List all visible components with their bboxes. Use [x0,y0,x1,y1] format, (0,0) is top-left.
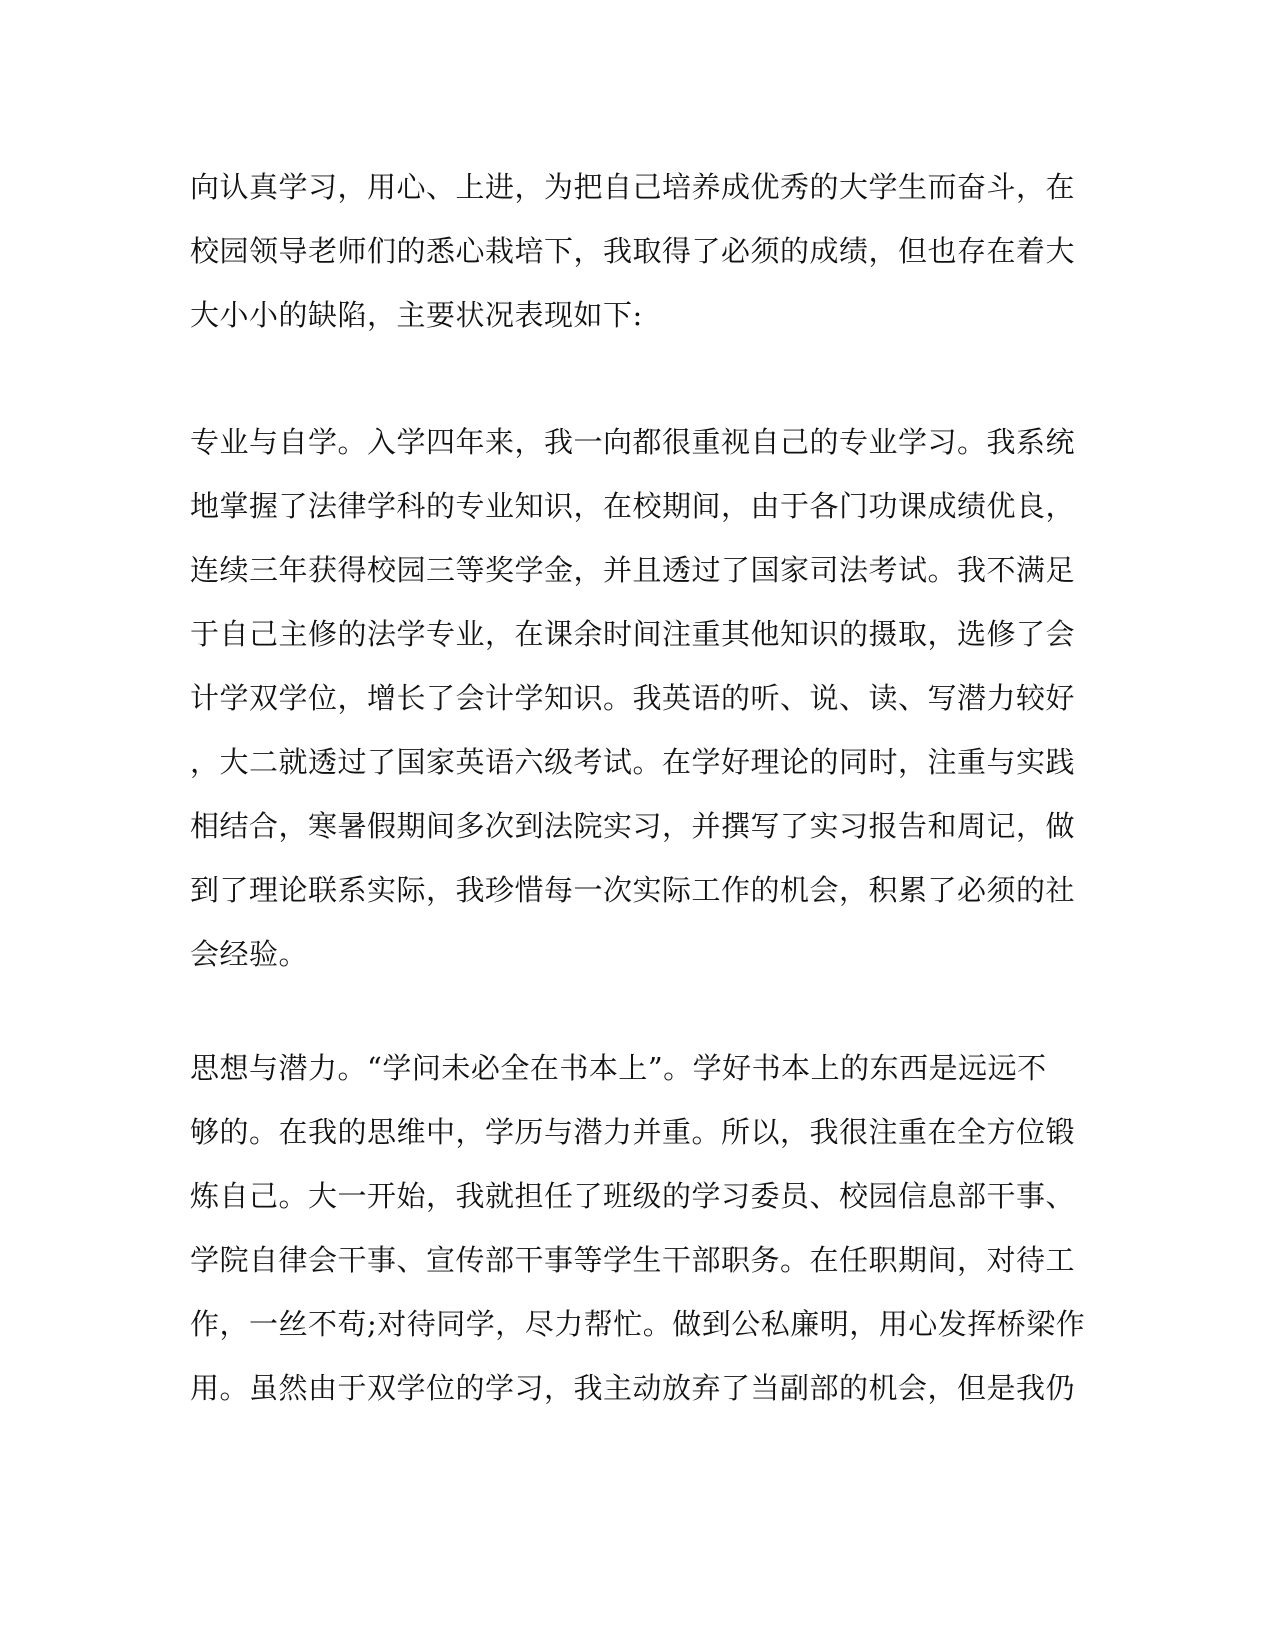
text-line: 向认真学习，用心、上进，为把自己培养成优秀的大学生而奋斗，在 [190,170,1076,204]
text-line: 思想与潜力。“学问未必全在书本上”。学好书本上的东西是远远不 [190,1051,1047,1085]
text-line: 相结合，寒暑假期间多次到法院实习，并撰写了实习报告和周记，做 [190,809,1076,843]
paragraph-major-study [190,410,1075,986]
text-line: 会经验。 [190,937,309,971]
text-line: 作，一丝不苟;对待同学，尽力帮忙。做到公私廉明，用心发挥桥梁作 [190,1307,1086,1341]
text-line: 计学双学位，增长了会计学知识。我英语的听、说、读、写潜力较好 [190,681,1076,715]
text-line: 校园领导老师们的悉心栽培下，我取得了必须的成绩，但也存在着大 [190,234,1076,268]
text-line: 连续三年获得校园三等奖学金，并且透过了国家司法考试。我不满足 [190,553,1076,587]
text-line: ，大二就透过了国家英语六级考试。在学好理论的同时，注重与实践 [190,745,1076,779]
paragraph-thought-ability [190,1036,1085,1420]
text-line: 专业与自学。入学四年来，我一向都很重视自己的专业学习。我系统 [190,425,1076,459]
text-line: 大小小的缺陷，主要状况表现如下: [190,298,643,332]
text-line: 炼自己。大一开始，我就担任了班级的学习委员、校园信息部干事、 [190,1179,1076,1213]
text-line: 够的。在我的思维中，学历与潜力并重。所以，我很注重在全方位锻 [190,1115,1076,1149]
text-line: 用。虽然由于双学位的学习，我主动放弃了当副部的机会，但是我仍 [190,1371,1076,1405]
text-line: 学院自律会干事、宣传部干事等学生干部职务。在任职期间，对待工 [190,1243,1076,1277]
text-line: 地掌握了法律学科的专业知识，在校期间，由于各门功课成绩优良， [190,489,1076,523]
text-line: 于自己主修的法学专业，在课余时间注重其他知识的摄取，选修了会 [190,617,1076,651]
text-line: 到了理论联系实际，我珍惜每一次实际工作的机会，积累了必须的社 [190,873,1076,907]
paragraph-intro [190,155,1075,347]
